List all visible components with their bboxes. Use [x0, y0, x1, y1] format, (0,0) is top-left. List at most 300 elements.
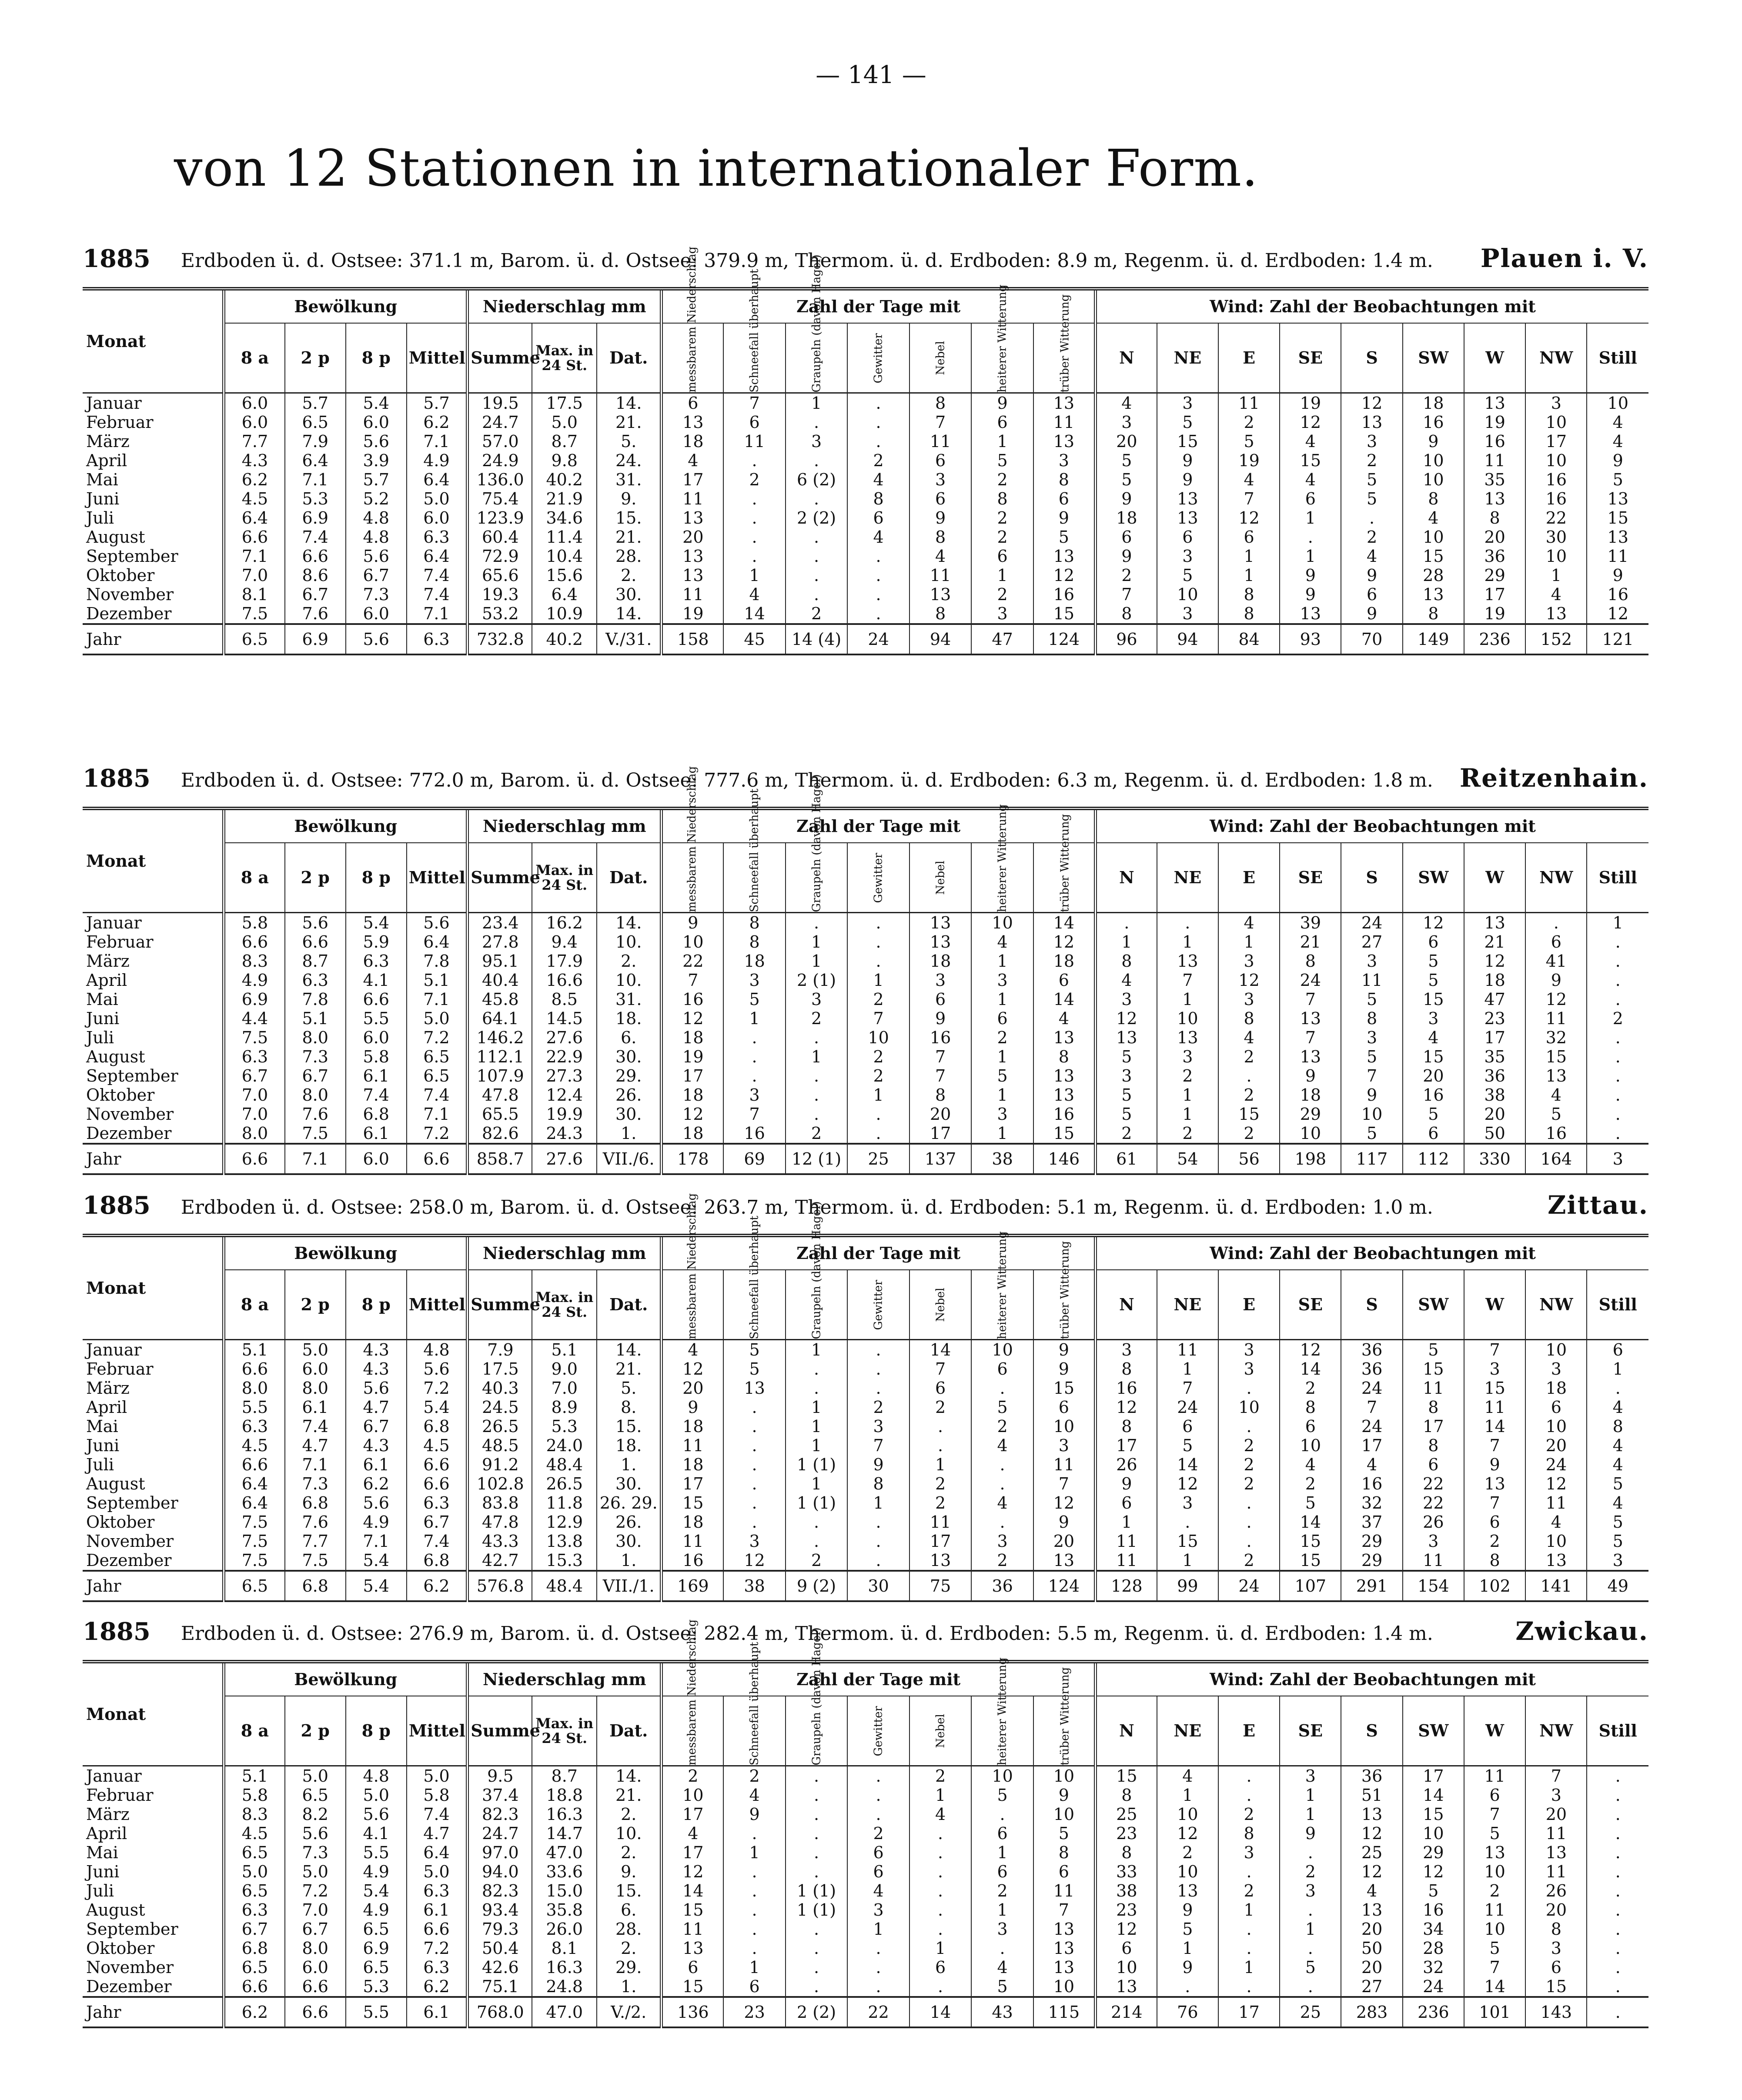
table-cell: 69 — [723, 1144, 786, 1174]
table-cell: 6.7 — [224, 1920, 285, 1939]
table-cell: 4.8 — [346, 508, 407, 528]
table-cell: 4 — [847, 1881, 909, 1900]
table-cell: 19 — [1280, 393, 1341, 413]
table-cell: 7.2 — [407, 1379, 468, 1398]
table-cell: 4 — [1403, 508, 1464, 528]
table-cell: 6.6 — [285, 547, 346, 566]
table-cell: 2. — [597, 1805, 662, 1824]
table-cell: 154 — [1403, 1571, 1464, 1601]
table-row — [83, 1066, 1648, 1085]
table-cell: 24 — [847, 624, 909, 654]
table-cell: 13 — [1157, 489, 1218, 508]
table-row-jahr — [83, 1997, 1648, 2027]
col-header-wind-still: Still — [1587, 843, 1648, 913]
table-cell: 6.1 — [407, 1997, 468, 2027]
table-cell: . — [1587, 1997, 1648, 2027]
table-cell: 124 — [1033, 1571, 1096, 1601]
table-cell: 6.5 — [224, 1958, 285, 1977]
table-cell: 7 — [909, 413, 972, 432]
table-cell: 12 — [1033, 932, 1096, 952]
table-cell: 2 — [1587, 1009, 1648, 1028]
table-cell: 4 — [1033, 1009, 1096, 1028]
table-cell: 12 — [1157, 1474, 1218, 1493]
table-cell: 5.6 — [285, 1824, 346, 1843]
table-cell: 5 — [1157, 1436, 1218, 1455]
table-cell: 32 — [1525, 1028, 1587, 1047]
table-cell: 5 — [1587, 470, 1648, 489]
table-cell: 3 — [971, 971, 1033, 990]
table-cell: 112.1 — [468, 1047, 532, 1066]
table-cell: 8 — [909, 393, 972, 413]
table-cell: 11.4 — [532, 528, 597, 547]
table-cell: . — [1587, 1105, 1648, 1124]
table-cell: 13 — [909, 913, 972, 933]
table-cell: 8 — [1403, 1398, 1464, 1417]
table-cell: 38 — [1095, 1881, 1157, 1900]
col-header-cloud-8a: 8 a — [224, 323, 285, 393]
table-cell: 16.2 — [532, 913, 597, 933]
table-cell: 42.7 — [468, 1551, 532, 1571]
table-cell: 1 — [909, 1786, 972, 1805]
table-cell: 26 — [1095, 1455, 1157, 1474]
table-cell: 10 — [1403, 451, 1464, 470]
table-cell: 2 (2) — [786, 508, 848, 528]
table-cell: 13 — [1033, 1958, 1096, 1977]
table-cell: 7.1 — [407, 1105, 468, 1124]
group-header-niederschlag: Niederschlag mm — [468, 289, 662, 323]
table-cell: . — [1218, 1417, 1280, 1436]
table-cell: 6.0 — [285, 1359, 346, 1379]
table-cell: 10 — [1525, 451, 1587, 470]
table-cell: 5.0 — [407, 1862, 468, 1881]
table-cell: 8.3 — [224, 1805, 285, 1824]
table-cell: 7 — [1341, 1066, 1402, 1085]
table-cell: 12 — [662, 1862, 724, 1881]
table-cell: 4.9 — [346, 1862, 407, 1881]
row-label: Jahr — [83, 1571, 224, 1601]
table-cell: 13 — [662, 566, 724, 585]
table-cell: 13 — [1033, 1920, 1096, 1939]
table-cell: 732.8 — [468, 624, 532, 654]
table-cell: 17 — [1403, 1417, 1464, 1436]
table-cell: 14. — [597, 604, 662, 624]
table-cell: 13 — [909, 1551, 972, 1571]
table-cell: 7.5 — [224, 1028, 285, 1047]
table-cell: 13 — [1525, 604, 1587, 624]
table-cell: 6.5 — [224, 1571, 285, 1601]
table-cell: 14 — [723, 604, 786, 624]
table-cell: 4 — [1095, 393, 1157, 413]
table-cell: 7 — [1464, 1340, 1525, 1360]
table-cell: 16.3 — [532, 1958, 597, 1977]
table-cell: 4.7 — [407, 1824, 468, 1843]
table-cell: 18 — [662, 1417, 724, 1436]
table-cell: 6.3 — [407, 1881, 468, 1900]
table-cell: 10 — [1464, 1862, 1525, 1881]
table-cell: 102 — [1464, 1571, 1525, 1601]
table-cell: 53.2 — [468, 604, 532, 624]
table-cell: 6.5 — [346, 1920, 407, 1939]
table-cell: 6.6 — [224, 1977, 285, 1997]
table-row — [83, 1340, 1648, 1360]
table-cell: . — [786, 585, 848, 604]
col-header-days-schneefall: Schneefall überhaupt — [723, 1696, 786, 1766]
table-cell: 7.1 — [285, 1455, 346, 1474]
col-header-days-nebel: Nebel — [909, 1270, 972, 1340]
group-header-zahl-der-tage: Zahl der Tage mit — [662, 808, 1096, 843]
row-label: März — [86, 432, 130, 451]
col-header-wind-se: SE — [1280, 1270, 1341, 1340]
table-cell: 9 — [1280, 1824, 1341, 1843]
row-label: September — [86, 1066, 178, 1085]
table-cell: 17 — [662, 1474, 724, 1493]
table-cell: . — [786, 1920, 848, 1939]
table-cell: 15 — [1033, 1124, 1096, 1144]
table-cell: 11 — [1033, 1881, 1096, 1900]
table-cell: 12 — [1341, 1862, 1402, 1881]
table-row — [83, 393, 1648, 413]
table-cell: 7.5 — [285, 1124, 346, 1144]
table-cell: . — [847, 1379, 909, 1398]
table-cell: 18 — [1525, 1379, 1587, 1398]
table-cell: 30 — [847, 1571, 909, 1601]
table-cell: 51 — [1341, 1786, 1402, 1805]
table-cell: 1 — [971, 1124, 1033, 1144]
table-cell: 24.7 — [468, 413, 532, 432]
table-cell: 13 — [1341, 413, 1402, 432]
table-cell: . — [1280, 1939, 1341, 1958]
table-cell: 24 — [1280, 971, 1341, 990]
table-cell: 13 — [1341, 1900, 1402, 1920]
table-cell: 10 — [1525, 547, 1587, 566]
table-cell: 27 — [1341, 1977, 1402, 1997]
table-cell: 2 — [1218, 1455, 1280, 1474]
table-cell: 16 — [1587, 585, 1648, 604]
col-header-precip-dat: Dat. — [597, 1270, 662, 1340]
table-cell: 6 — [847, 508, 909, 528]
col-header-days-niederschlag: messbarem Niederschlag — [662, 843, 724, 913]
table-cell: . — [1587, 932, 1648, 952]
table-row — [83, 432, 1648, 451]
table-cell: 29 — [1341, 1551, 1402, 1571]
table-cell: . — [971, 1939, 1033, 1958]
table-cell: 24 — [1341, 913, 1402, 933]
table-cell: 95.1 — [468, 952, 532, 971]
col-header-days-gewitter: Gewitter — [847, 1270, 909, 1340]
row-label: Mai — [86, 470, 118, 489]
table-cell: . — [786, 913, 848, 933]
table-cell: 137 — [909, 1144, 972, 1174]
table-cell: . — [786, 489, 848, 508]
table-cell: 283 — [1341, 1997, 1402, 2027]
table-cell: 4 — [1280, 470, 1341, 489]
station-block — [83, 763, 1648, 1175]
table-cell: 10 — [1464, 1920, 1525, 1939]
table-cell: 5 — [1095, 1047, 1157, 1066]
group-header-bewoelkung: Bewölkung — [224, 1235, 468, 1270]
table-cell: 7.6 — [285, 1105, 346, 1124]
table-cell: 2 — [971, 528, 1033, 547]
table-cell: . — [1587, 1939, 1648, 1958]
table-cell: 10 — [847, 1028, 909, 1047]
table-cell: 124 — [1033, 624, 1096, 654]
table-cell: 60.4 — [468, 528, 532, 547]
table-cell: 15.3 — [532, 1551, 597, 1571]
table-cell: 9 — [1341, 604, 1402, 624]
table-cell: 8 — [1033, 470, 1096, 489]
table-cell: 6 — [1157, 1417, 1218, 1436]
table-cell: 8.1 — [532, 1939, 597, 1958]
col-header-days-graupeln: Graupeln (davon Hagel) — [786, 1270, 848, 1340]
col-header-cloud-8a: 8 a — [224, 1270, 285, 1340]
table-cell: 1 — [1218, 1900, 1280, 1920]
col-header-days-heiter: heiterer Witterung — [971, 323, 1033, 393]
table-cell: 29 — [1464, 566, 1525, 585]
table-cell: 17 — [909, 1532, 972, 1551]
table-cell: 123.9 — [468, 508, 532, 528]
table-cell: 40.2 — [532, 624, 597, 654]
table-cell: . — [847, 1551, 909, 1571]
table-cell: 5 — [1280, 1958, 1341, 1977]
table-row — [83, 1551, 1648, 1571]
table-cell: 6.5 — [407, 1047, 468, 1066]
table-cell: 38 — [723, 1571, 786, 1601]
table-cell: 13 — [1033, 1551, 1096, 1571]
table-cell: 65.5 — [468, 1105, 532, 1124]
row-label: Januar — [83, 393, 224, 413]
table-cell: 7 — [909, 1066, 972, 1085]
table-cell: 5 — [1403, 971, 1464, 990]
table-cell: 3 — [1341, 1028, 1402, 1047]
col-header-wind-n: N — [1095, 843, 1157, 913]
table-cell: 4 — [847, 528, 909, 547]
col-header-wind-ne: NE — [1157, 1270, 1218, 1340]
table-cell: 6.4 — [224, 508, 285, 528]
table-cell: 7.1 — [285, 470, 346, 489]
table-cell: 13 — [1095, 1977, 1157, 1997]
table-cell: 4 — [723, 1786, 786, 1805]
table-cell: 2 — [847, 990, 909, 1009]
table-cell: 6.0 — [224, 393, 285, 413]
table-cell: 12 — [1033, 566, 1096, 585]
table-cell: 16 — [1525, 489, 1587, 508]
table-cell: 5.6 — [285, 913, 346, 933]
table-cell: 1 — [786, 952, 848, 971]
row-label: August — [86, 1474, 145, 1493]
table-cell: 6 — [971, 1009, 1033, 1028]
table-cell: 17 — [1525, 432, 1587, 451]
table-cell: 11 — [1525, 1493, 1587, 1512]
row-label: Juni — [86, 1862, 120, 1881]
table-cell: 8 — [1341, 1009, 1402, 1028]
table-cell: 26. — [597, 1085, 662, 1105]
table-cell: 6.7 — [346, 566, 407, 585]
table-cell: 7.5 — [224, 604, 285, 624]
table-cell: 9. — [597, 1862, 662, 1881]
table-cell: 143 — [1525, 1997, 1587, 2027]
table-cell: 6.4 — [224, 1493, 285, 1512]
table-cell: 24.8 — [532, 1977, 597, 1997]
table-cell: 20 — [909, 1105, 972, 1124]
table-cell: 6 — [971, 413, 1033, 432]
table-cell: 2 — [1157, 1066, 1218, 1085]
table-cell: 6 — [1403, 1455, 1464, 1474]
table-cell: 3 — [1033, 451, 1096, 470]
row-label: Februar — [86, 932, 154, 952]
table-cell: 11 — [909, 1512, 972, 1532]
table-cell: 14.5 — [532, 1009, 597, 1028]
table-cell: 2 — [1280, 1862, 1341, 1881]
table-cell: 4 — [1218, 470, 1280, 489]
table-cell: 10 — [971, 1766, 1033, 1786]
table-cell: 75 — [909, 1571, 972, 1601]
table-cell: 2 — [1218, 1881, 1280, 1900]
table-cell: 5.0 — [407, 1766, 468, 1786]
table-row — [83, 1805, 1648, 1824]
table-cell: 4 — [1341, 1455, 1402, 1474]
table-cell: 29 — [1403, 1843, 1464, 1862]
col-header-wind-w: W — [1464, 1270, 1525, 1340]
table-cell: 7 — [723, 393, 786, 413]
table-cell: 1 — [723, 566, 786, 585]
table-cell: . — [847, 1958, 909, 1977]
table-cell: 13 — [1280, 1047, 1341, 1066]
table-cell: 6.7 — [285, 1066, 346, 1085]
col-header-wind-w: W — [1464, 323, 1525, 393]
table-cell: . — [971, 1512, 1033, 1532]
table-cell: 7.4 — [407, 1085, 468, 1105]
table-cell: 7.2 — [285, 1881, 346, 1900]
table-cell: 10 — [971, 913, 1033, 933]
table-cell: 1 — [786, 932, 848, 952]
table-cell: 15 — [1587, 508, 1648, 528]
col-header-cloud-8p: 8 p — [346, 323, 407, 393]
table-cell: VII./6. — [597, 1144, 662, 1174]
table-cell: 2. — [597, 566, 662, 585]
table-cell: 8.0 — [224, 1124, 285, 1144]
table-cell: 22 — [1525, 508, 1587, 528]
table-cell: 12.9 — [532, 1512, 597, 1532]
table-cell: 27.6 — [532, 1028, 597, 1047]
table-cell: 7 — [1157, 1379, 1218, 1398]
table-cell: 3 — [847, 1417, 909, 1436]
table-cell: 1 — [847, 1085, 909, 1105]
table-cell: 6.1 — [346, 1124, 407, 1144]
table-cell: 1. — [597, 1551, 662, 1571]
table-cell: 7 — [1464, 1493, 1525, 1512]
table-cell: . — [847, 1805, 909, 1824]
table-cell: 7.0 — [532, 1379, 597, 1398]
table-cell: 6.5 — [285, 1786, 346, 1805]
row-label: Februar — [86, 1359, 154, 1379]
table-cell: 1 — [971, 566, 1033, 585]
table-cell: 16 — [723, 1124, 786, 1144]
table-cell: 6 — [1033, 971, 1096, 990]
table-cell: 8.0 — [285, 1939, 346, 1958]
row-label: Jahr — [83, 624, 224, 654]
table-cell: 28 — [1403, 566, 1464, 585]
table-cell: 3 — [1095, 990, 1157, 1009]
table-cell: 50 — [1341, 1939, 1402, 1958]
table-cell: 3 — [909, 971, 972, 990]
table-cell: 20 — [1464, 1105, 1525, 1124]
table-cell: 5 — [1341, 1124, 1402, 1144]
table-cell: . — [723, 1047, 786, 1066]
table-cell: 6.3 — [224, 1047, 285, 1066]
table-cell: 5 — [971, 1977, 1033, 1997]
table-cell: 6. — [597, 1028, 662, 1047]
row-label: Juli — [86, 1455, 114, 1474]
table-cell: 3.9 — [346, 451, 407, 470]
table-cell: 1 — [971, 432, 1033, 451]
table-cell: 8.6 — [285, 566, 346, 585]
table-cell: 11 — [1464, 1766, 1525, 1786]
table-cell: 19 — [662, 1047, 724, 1066]
table-cell: 10 — [971, 1340, 1033, 1360]
table-cell: 5.4 — [346, 1571, 407, 1601]
table-cell: 9 — [1280, 1066, 1341, 1085]
table-cell: 9 — [971, 393, 1033, 413]
table-row — [83, 1532, 1648, 1551]
table-cell: 8 — [847, 1474, 909, 1493]
table-cell: 2 — [971, 508, 1033, 528]
table-cell: . — [786, 1105, 848, 1124]
table-cell: 18. — [597, 1009, 662, 1028]
table-cell: 5 — [1587, 1512, 1648, 1532]
table-cell: 10 — [1525, 413, 1587, 432]
table-cell: 8.7 — [285, 952, 346, 971]
col-header-cloud-mittel: Mittel — [407, 843, 468, 913]
table-cell: 16.3 — [532, 1805, 597, 1824]
col-header-precip-max: Max. in 24 St. — [532, 843, 597, 913]
table-cell: 13 — [1587, 489, 1648, 508]
table-cell: 6 — [909, 990, 972, 1009]
table-row — [83, 451, 1648, 470]
table-cell: 4.7 — [346, 1398, 407, 1417]
col-header-wind-nw: NW — [1525, 323, 1587, 393]
table-cell: 9 — [662, 913, 724, 933]
table-cell: 107 — [1280, 1571, 1341, 1601]
table-cell: 1 — [1218, 932, 1280, 952]
table-cell: . — [1157, 1977, 1218, 1997]
table-row — [83, 1493, 1648, 1512]
table-cell: 14. — [597, 913, 662, 933]
table-cell: 3 — [1341, 432, 1402, 451]
table-cell: 13 — [1464, 393, 1525, 413]
table-cell: 11 — [1464, 1900, 1525, 1920]
table-cell: 10 — [1280, 1436, 1341, 1455]
table-cell: V./31. — [597, 624, 662, 654]
table-cell: 7.4 — [346, 1085, 407, 1105]
col-header-wind-se: SE — [1280, 1696, 1341, 1766]
table-cell: 1 — [847, 1920, 909, 1939]
table-cell: 13 — [1033, 547, 1096, 566]
table-cell: 5 — [1403, 952, 1464, 971]
table-cell: 146.2 — [468, 1028, 532, 1047]
table-cell: 10. — [597, 971, 662, 990]
table-cell: 4 — [1403, 1028, 1464, 1047]
table-cell: 6.0 — [346, 1144, 407, 1174]
table-cell: . — [723, 528, 786, 547]
table-cell: 33.6 — [532, 1862, 597, 1881]
table-cell: 3 — [1218, 1359, 1280, 1379]
table-cell: . — [1587, 1124, 1648, 1144]
table-cell: . — [847, 1786, 909, 1805]
table-cell: 12 — [1033, 1493, 1096, 1512]
table-cell: 3 — [1157, 547, 1218, 566]
table-cell: 2 (1) — [786, 971, 848, 990]
table-cell: 18 — [662, 1028, 724, 1047]
